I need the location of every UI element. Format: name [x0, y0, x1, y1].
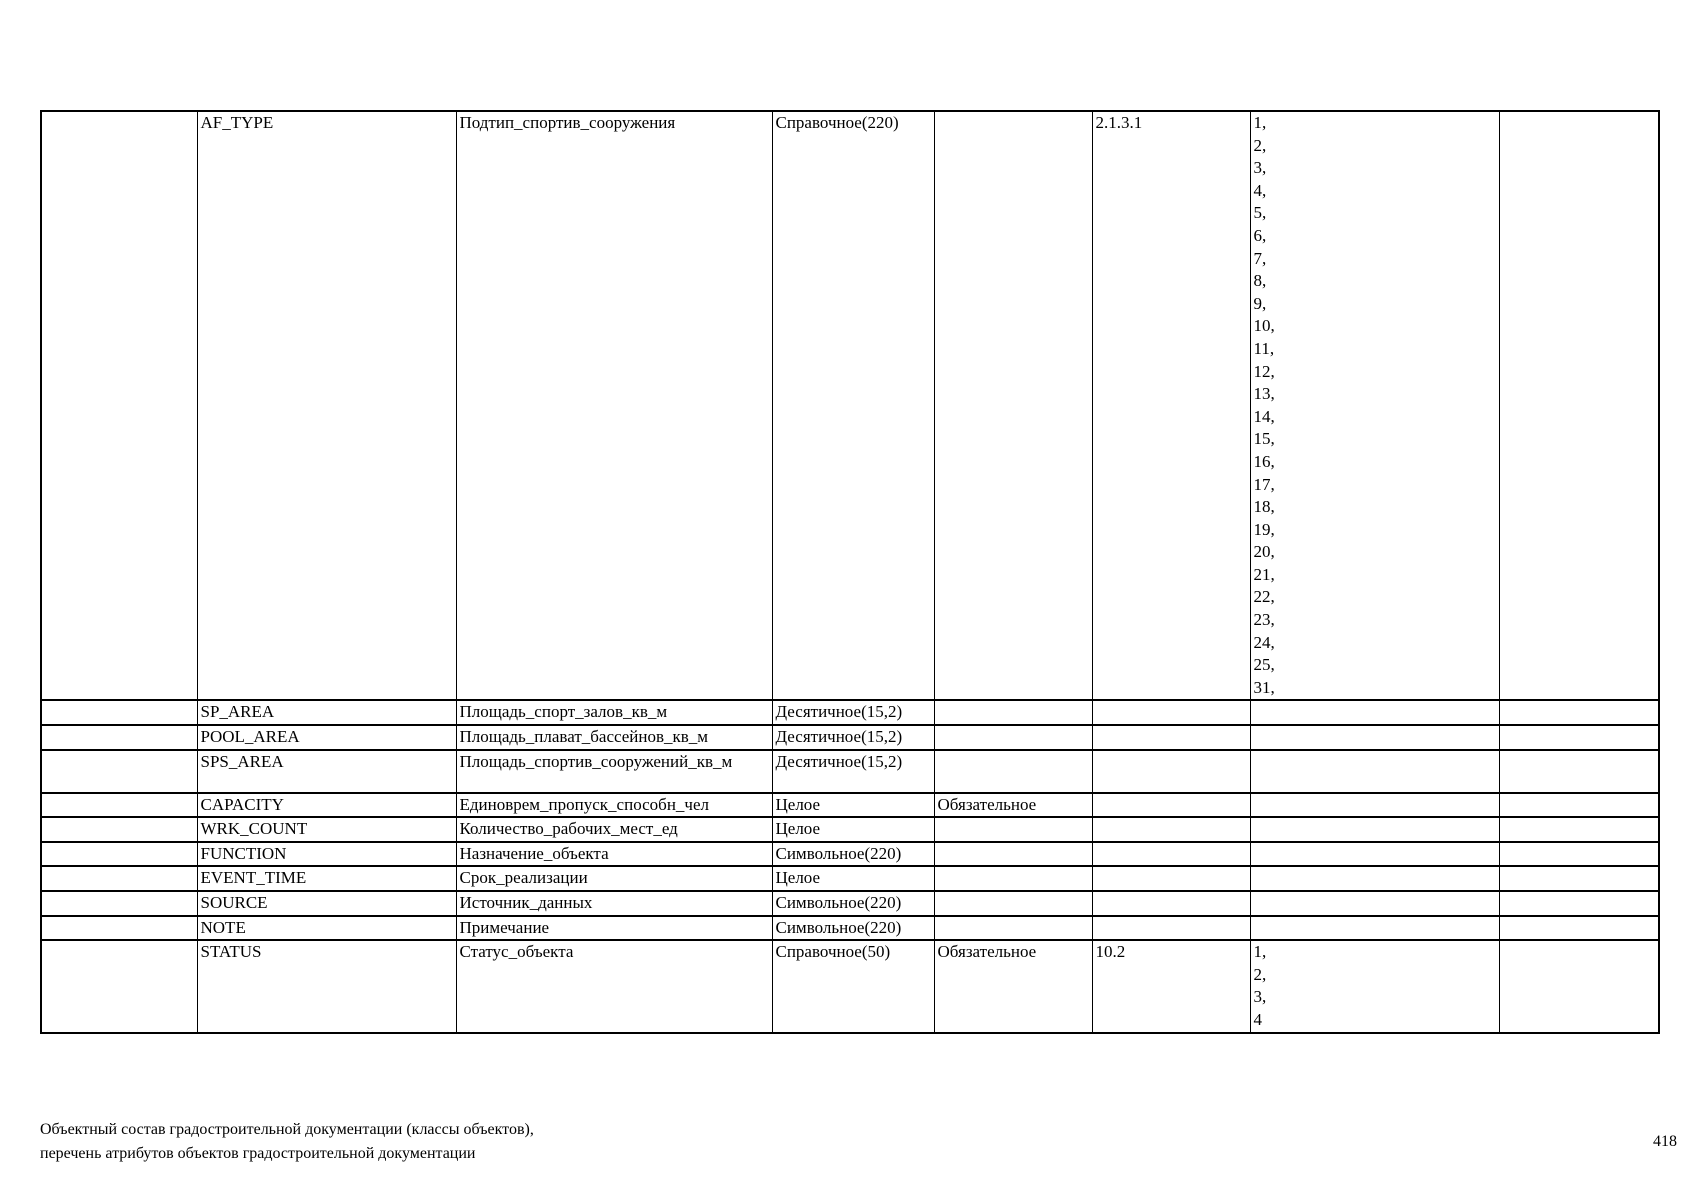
field-alias-cell: Единоврем_пропуск_способн_чел [456, 793, 772, 818]
attributes-table [40, 110, 1660, 1034]
field-name-cell: FUNCTION [197, 842, 456, 867]
code-value: 7, [1253, 248, 1267, 268]
table-row [41, 817, 1659, 842]
table-row [41, 111, 1659, 700]
codes-cell [1250, 916, 1499, 941]
page-number: 418 [1653, 1133, 1677, 1150]
class-cell [41, 916, 197, 941]
class-cell [41, 891, 197, 916]
field-name-cell: SP_AREA [197, 700, 456, 725]
field-alias-cell: Статус_объекта [456, 940, 772, 1032]
code-value: 22, [1253, 587, 1275, 607]
table-row [41, 700, 1659, 725]
field-alias-cell: Назначение_объекта [456, 842, 772, 867]
field-name-cell: WRK_COUNT [197, 817, 456, 842]
field-name-cell: EVENT_TIME [197, 866, 456, 891]
reference-cell [1092, 793, 1250, 818]
codes-cell [1250, 111, 1499, 700]
table-row [41, 891, 1659, 916]
field-alias-cell: Площадь_спортив_сооружений_кв_м [456, 750, 772, 793]
class-cell [41, 817, 197, 842]
class-cell [41, 750, 197, 793]
code-value: 1, [1253, 942, 1267, 962]
codes-cell [1250, 817, 1499, 842]
required-cell [934, 817, 1092, 842]
code-value: 24, [1253, 632, 1275, 652]
codes-cell [1250, 700, 1499, 725]
required-cell [934, 842, 1092, 867]
code-value: 3, [1253, 987, 1267, 1007]
field-name-cell: POOL_AREA [197, 725, 456, 750]
code-value: 12, [1253, 361, 1275, 381]
table-row [41, 842, 1659, 867]
footer-line: Объектный состав градостроительной документации (классы объектов), [40, 1121, 534, 1138]
class-cell [41, 793, 197, 818]
class-cell [41, 842, 197, 867]
code-value: 3, [1253, 158, 1267, 178]
note-cell [1499, 725, 1659, 750]
required-cell: Обязательное [934, 940, 1092, 1032]
code-value: 25, [1253, 655, 1275, 675]
codes-cell [1250, 725, 1499, 750]
reference-cell: 10.2 [1092, 940, 1250, 1032]
field-type-cell: Десятичное(15,2) [772, 725, 934, 750]
required-cell [934, 700, 1092, 725]
class-cell [41, 725, 197, 750]
codes-cell [1250, 891, 1499, 916]
code-value: 16, [1253, 451, 1275, 471]
codes-cell [1250, 866, 1499, 891]
field-alias-cell: Срок_реализации [456, 866, 772, 891]
field-type-cell: Десятичное(15,2) [772, 700, 934, 725]
table-row [41, 866, 1659, 891]
note-cell [1499, 916, 1659, 941]
field-type-cell: Справочное(50) [772, 940, 934, 1032]
required-cell [934, 866, 1092, 891]
reference-cell: 2.1.3.1 [1092, 111, 1250, 700]
field-name-cell: SPS_AREA [197, 750, 456, 793]
reference-cell [1092, 725, 1250, 750]
codes-cell [1250, 842, 1499, 867]
table-row [41, 750, 1659, 793]
field-type-cell: Справочное(220) [772, 111, 934, 700]
footer-line: перечень атрибутов объектов градостроительной документации [40, 1145, 476, 1162]
note-cell [1499, 111, 1659, 700]
field-type-cell: Целое [772, 866, 934, 891]
code-value: 15, [1253, 429, 1275, 449]
code-value: 20, [1253, 542, 1275, 562]
required-cell [934, 725, 1092, 750]
code-value: 23, [1253, 610, 1275, 630]
class-cell [41, 111, 197, 700]
code-value: 21, [1253, 564, 1275, 584]
note-cell [1499, 817, 1659, 842]
field-alias-cell: Количество_рабочих_мест_ед [456, 817, 772, 842]
field-alias-cell: Площадь_спорт_залов_кв_м [456, 700, 772, 725]
note-cell [1499, 891, 1659, 916]
table-row [41, 793, 1659, 818]
field-type-cell: Символьное(220) [772, 842, 934, 867]
field-name-cell: CAPACITY [197, 793, 456, 818]
field-alias-cell: Площадь_плават_бассейнов_кв_м [456, 725, 772, 750]
code-value: 17, [1253, 474, 1275, 494]
field-type-cell: Символьное(220) [772, 916, 934, 941]
required-cell [934, 750, 1092, 793]
table-row [41, 940, 1659, 1032]
code-value: 10, [1253, 316, 1275, 336]
reference-cell [1092, 817, 1250, 842]
note-cell [1499, 793, 1659, 818]
reference-cell [1092, 750, 1250, 793]
reference-cell [1092, 916, 1250, 941]
code-value: 13, [1253, 384, 1275, 404]
required-cell [934, 916, 1092, 941]
required-cell [934, 111, 1092, 700]
required-cell [934, 891, 1092, 916]
code-value: 5, [1253, 203, 1267, 223]
codes-cell [1250, 793, 1499, 818]
note-cell [1499, 700, 1659, 725]
code-value: 19, [1253, 519, 1275, 539]
code-value: 9, [1253, 293, 1267, 313]
codes-cell [1250, 750, 1499, 793]
note-cell [1499, 842, 1659, 867]
field-name-cell: STATUS [197, 940, 456, 1032]
class-cell [41, 700, 197, 725]
field-name-cell: SOURCE [197, 891, 456, 916]
reference-cell [1092, 842, 1250, 867]
code-value: 4, [1253, 180, 1267, 200]
code-value: 31, [1253, 677, 1275, 697]
document-footer [40, 1118, 534, 1166]
field-type-cell: Целое [772, 817, 934, 842]
field-alias-cell: Источник_данных [456, 891, 772, 916]
table-row [41, 725, 1659, 750]
class-cell [41, 940, 197, 1032]
table-row [41, 916, 1659, 941]
field-type-cell: Целое [772, 793, 934, 818]
field-alias-cell: Подтип_спортив_сооружения [456, 111, 772, 700]
field-name-cell: AF_TYPE [197, 111, 456, 700]
note-cell [1499, 866, 1659, 891]
code-value: 14, [1253, 406, 1275, 426]
field-type-cell: Десятичное(15,2) [772, 750, 934, 793]
field-alias-cell: Примечание [456, 916, 772, 941]
class-cell [41, 866, 197, 891]
code-value: 4 [1253, 1009, 1262, 1029]
field-type-cell: Символьное(220) [772, 891, 934, 916]
note-cell [1499, 750, 1659, 793]
reference-cell [1092, 700, 1250, 725]
required-cell: Обязательное [934, 793, 1092, 818]
code-value: 2, [1253, 964, 1267, 984]
note-cell [1499, 940, 1659, 1032]
code-value: 11, [1253, 338, 1275, 358]
code-value: 2, [1253, 135, 1267, 155]
field-name-cell: NOTE [197, 916, 456, 941]
codes-cell [1250, 940, 1499, 1032]
code-value: 8, [1253, 271, 1267, 291]
code-value: 1, [1253, 113, 1267, 132]
code-value: 6, [1253, 225, 1267, 245]
reference-cell [1092, 891, 1250, 916]
reference-cell [1092, 866, 1250, 891]
code-value: 18, [1253, 497, 1275, 517]
